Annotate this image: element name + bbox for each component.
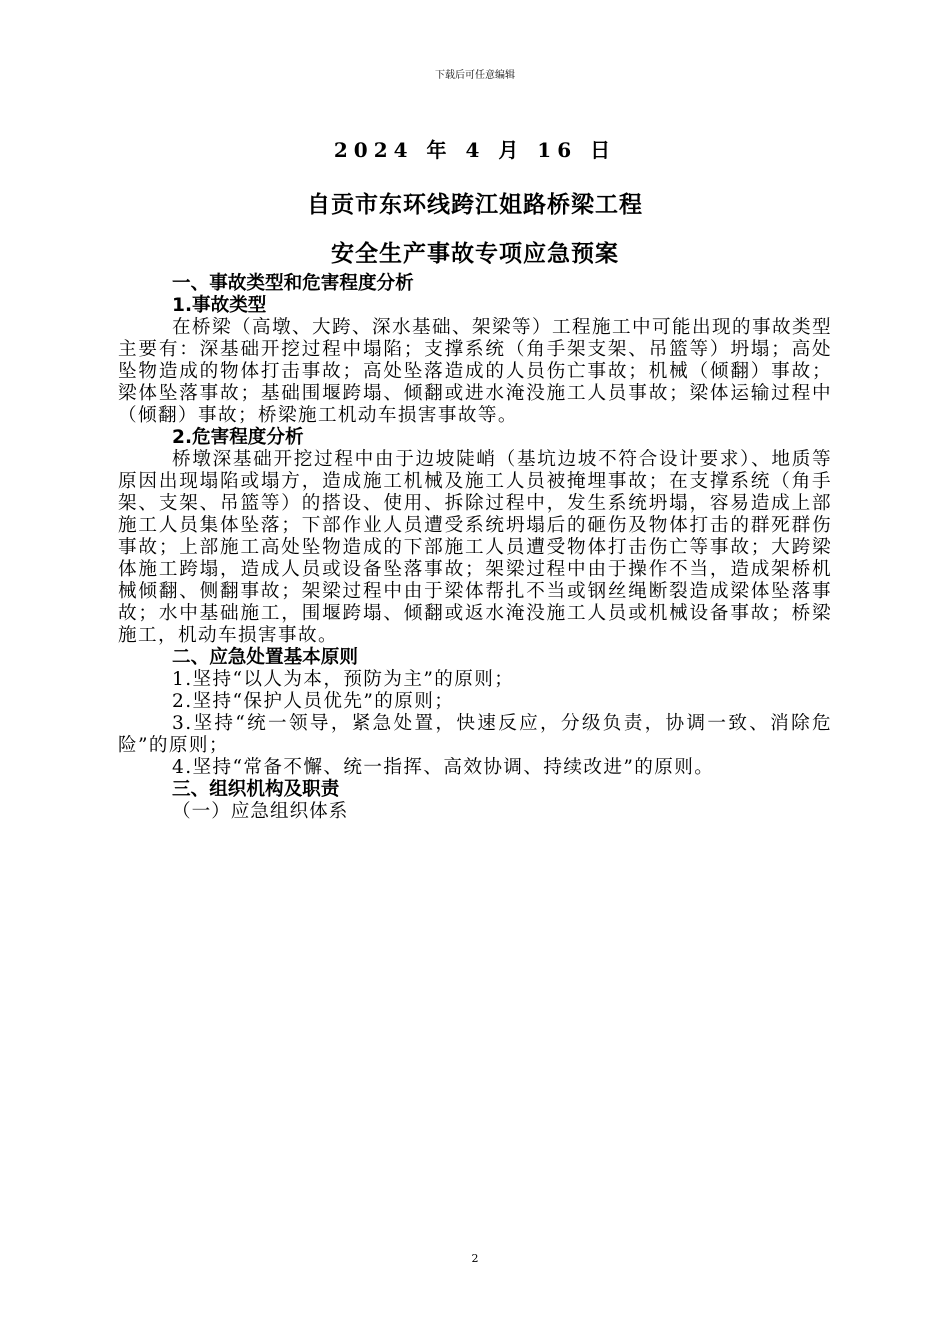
section2-heading: 二、应急处置基本原则 bbox=[172, 647, 358, 668]
section1-heading: 一、事故类型和危害程度分析 bbox=[172, 273, 414, 294]
principle-item-3: 3.坚持“统一领导，紧急处置，快速反应，分级负责，协调一致、消除危险”的原则； bbox=[118, 713, 832, 756]
section3-sub1: （一）应急组织体系 bbox=[172, 801, 349, 822]
document-title-line1: 自贡市东环线跨江姐路桥梁工程 bbox=[307, 192, 643, 218]
section1-sub2-heading: 2.危害程度分析 bbox=[172, 427, 304, 448]
principle-item-4: 4.坚持“常备不懈、统一指挥、高效协调、持续改进”的原则。 bbox=[172, 757, 715, 778]
page-number: 2 bbox=[471, 1252, 479, 1265]
section3-heading: 三、组织机构及职责 bbox=[172, 779, 340, 800]
section1-sub1-heading: 1.事故类型 bbox=[172, 295, 267, 316]
principle-item-1: 1.坚持“以人为本，预防为主”的原则； bbox=[172, 669, 515, 690]
section1-sub1-paragraph: 在桥梁（高墩、大跨、深水基础、架梁等）工程施工中可能出现的事故类型主要有：深基础开挖过程中塌陷；支撑系统（角手架支架、吊篮等）坍塌；高处坠物造成的物体打击事故；高处坠落造成的人员伤亡事故；机械（倾翻）事故；梁体坠落事故；基础围堰跨塌、倾翻或进水淹没施工人员事故；梁体运输过程中（倾翻）事故；桥梁施工机动车损害事故等。 bbox=[118, 317, 832, 426]
document-title-line2: 安全生产事故专项应急预案 bbox=[331, 241, 619, 267]
principle-item-2: 2.坚持“保护人员优先”的原则； bbox=[172, 691, 455, 712]
document-date: 2024 年 4 月 16 日 bbox=[333, 138, 617, 162]
header-note: 下载后可任意编辑 bbox=[435, 70, 515, 81]
document-body bbox=[118, 273, 832, 823]
section1-sub2-paragraph: 桥墩深基础开挖过程中由于边坡陡峭（基坑边坡不符合设计要求）、地质等原因出现塌陷或塌方，造成施工机械及施工人员被掩埋事故；在支撑系统（角手架、支架、吊篮等）的搭设、使用、拆除过程中，发生系统坍塌，容易造成上部施工人员集体坠落；下部作业人员遭受系统坍塌后的砸伤及物体打击的群死群伤事故；上部施工高处坠物造成的下部施工人员遭受物体打击伤亡等事故；大跨梁体施工跨塌，造成人员或设备坠落事故；架梁过程中由于操作不当，造成架桥机械倾翻、侧翻事故；架梁过程中由于梁体帮扎不当或钢丝绳断裂造成梁体坠落事故；水中基础施工，围堰跨塌、倾翻或返水淹没施工人员或机械设备事故；桥梁施工，机动车损害事故。 bbox=[118, 449, 832, 646]
